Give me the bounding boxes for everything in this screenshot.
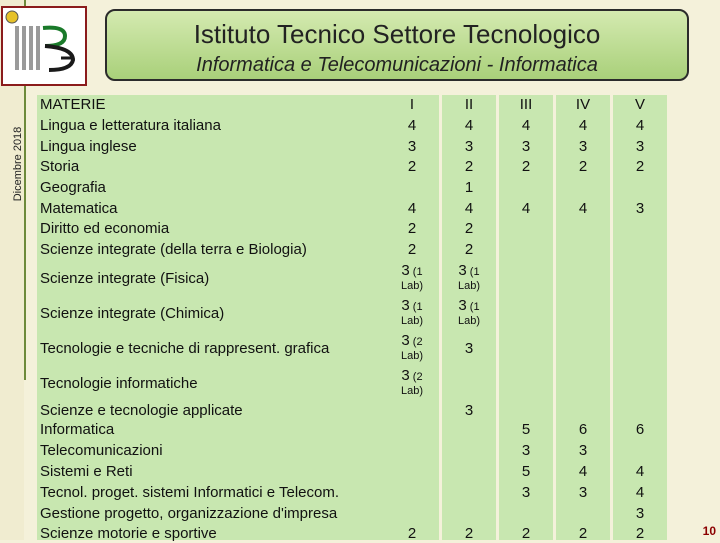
lab-note: (2 — [409, 336, 423, 348]
table-cell-hours: 2 — [635, 158, 645, 175]
table-cell-hours: 3 — [578, 442, 588, 459]
table-cell-hours: 3 — [521, 484, 531, 501]
table-row-subject: Tecnologie informatiche — [40, 375, 198, 392]
table-cell-hours: 4 — [407, 117, 417, 134]
lab-note: (1 — [466, 301, 480, 313]
table-cell-hours: 3 — [464, 340, 474, 357]
table-cell-hours: 3 — [464, 138, 474, 155]
table-cell-hours: 2 — [521, 158, 531, 175]
table-row-subject: Sistemi e Reti — [40, 463, 133, 480]
hours-value: 3 — [401, 332, 410, 349]
hours-value: 3 — [401, 367, 410, 384]
lab-note-line2: Lab) — [400, 280, 424, 292]
table-cell-hours: 2 — [407, 525, 417, 542]
table-cell-hours: 2 — [578, 158, 588, 175]
table-cell-hours: 5 — [521, 421, 531, 438]
table-cell-hours: 2 — [635, 525, 645, 542]
table-cell-hours: 2 — [407, 158, 417, 175]
table-cell-hours: 4 — [635, 117, 645, 134]
table-cell-hours — [392, 332, 432, 351]
table-row-subject: Scienze e tecnologie applicate — [40, 402, 243, 419]
table-cell-hours: 2 — [578, 525, 588, 542]
hours-value: 3 — [401, 297, 410, 314]
table-cell-hours: 1 — [464, 179, 474, 196]
table-header-year: V — [634, 96, 645, 113]
hours-value: 3 — [401, 262, 410, 279]
table-row-subject: Diritto ed economia — [40, 220, 170, 237]
table-row-subject: Geografia — [40, 179, 106, 196]
table-cell-hours: 3 — [464, 402, 474, 419]
table-cell-hours: 3 — [578, 484, 588, 501]
table-cell-hours: 2 — [464, 525, 474, 542]
table-row-subject: Telecomunicazioni — [40, 442, 163, 459]
table-cell-hours: 3 — [578, 138, 588, 155]
table-cell-hours — [392, 297, 432, 316]
table-cell-hours — [392, 262, 432, 281]
title-banner — [105, 9, 689, 81]
table-cell-hours: 6 — [635, 421, 645, 438]
hours-value: 3 — [458, 297, 467, 314]
table-cell-hours: 2 — [407, 220, 417, 237]
table-cell-hours: 5 — [521, 463, 531, 480]
page-number: 10 — [702, 524, 716, 538]
page-title: Istituto Tecnico Settore Tecnologico — [193, 19, 601, 49]
table-cell-hours: 3 — [635, 200, 645, 217]
table-cell-hours: 3 — [521, 138, 531, 155]
table-cell-hours: 3 — [635, 138, 645, 155]
table-cell-hours: 4 — [521, 117, 531, 134]
table-row-subject: Matematica — [40, 200, 118, 217]
table-header-year: II — [464, 96, 474, 113]
hours-value: 3 — [458, 262, 467, 279]
lab-note: (1 — [466, 266, 480, 278]
table-cell-hours: 3 — [635, 505, 645, 522]
lab-note-line2: Lab) — [400, 315, 424, 327]
lab-note-line2: Lab) — [400, 385, 424, 397]
table-cell-hours — [449, 262, 489, 281]
table-cell-hours: 2 — [521, 525, 531, 542]
table-row-subject: Tecnol. proget. sistemi Informatici e Telecom. — [40, 484, 340, 501]
table-cell-hours: 6 — [578, 421, 588, 438]
table-header-year: IV — [575, 96, 591, 113]
table-cell-hours: 2 — [464, 220, 474, 237]
lab-note: (1 — [409, 301, 423, 313]
table-cell-hours: 4 — [635, 463, 645, 480]
table-cell-hours: 4 — [464, 200, 474, 217]
table-row-subject: Scienze integrate (Chimica) — [40, 305, 225, 322]
table-row-subject: Storia — [40, 158, 80, 175]
table-row-subject: Lingua inglese — [40, 138, 137, 155]
table-cell-hours — [449, 297, 489, 316]
date-text: Dicembre 2018 — [12, 126, 24, 202]
lab-note: (2 — [409, 371, 423, 383]
table-cell-hours: 4 — [578, 200, 588, 217]
lab-note-line2: Lab) — [457, 280, 481, 292]
table-row-subject: Gestione progetto, organizzazione d'impresa — [40, 505, 338, 522]
table-cell-hours — [392, 367, 432, 386]
table-cell-hours: 4 — [635, 484, 645, 501]
table-row-subject: Informatica — [40, 421, 115, 438]
table-row-subject: Tecnologie e tecniche di rappresent. grafica — [40, 340, 330, 357]
table-cell-hours: 3 — [521, 442, 531, 459]
table-cell-hours: 2 — [407, 241, 417, 258]
table-cell-hours: 4 — [578, 117, 588, 134]
table-row-subject: Scienze integrate (Fisica) — [40, 270, 210, 287]
table-row-subject: Scienze motorie e sportive — [40, 525, 217, 542]
table-cell-hours: 2 — [464, 241, 474, 258]
table-cell-hours: 4 — [578, 463, 588, 480]
table-cell-hours: 4 — [521, 200, 531, 217]
table-row-subject: Scienze integrate (della terra e Biologia) — [40, 241, 307, 258]
lab-note: (1 — [409, 266, 423, 278]
table-header-subject: MATERIE — [40, 96, 106, 113]
page-subtitle: Informatica e Telecomunicazioni - Informatica — [196, 54, 598, 76]
lab-note-line2: Lab) — [457, 315, 481, 327]
table-cell-hours: 3 — [407, 138, 417, 155]
lab-note-line2: Lab) — [400, 350, 424, 362]
table-header-year: III — [519, 96, 533, 113]
table-cell-hours: 4 — [407, 200, 417, 217]
table-cell-hours: 2 — [464, 158, 474, 175]
table-header-year: I — [409, 96, 415, 113]
school-logo — [1, 6, 87, 86]
table-cell-hours: 4 — [464, 117, 474, 134]
table-row-subject: Lingua e letteratura italiana — [40, 117, 221, 134]
logo-graphic — [3, 8, 85, 84]
